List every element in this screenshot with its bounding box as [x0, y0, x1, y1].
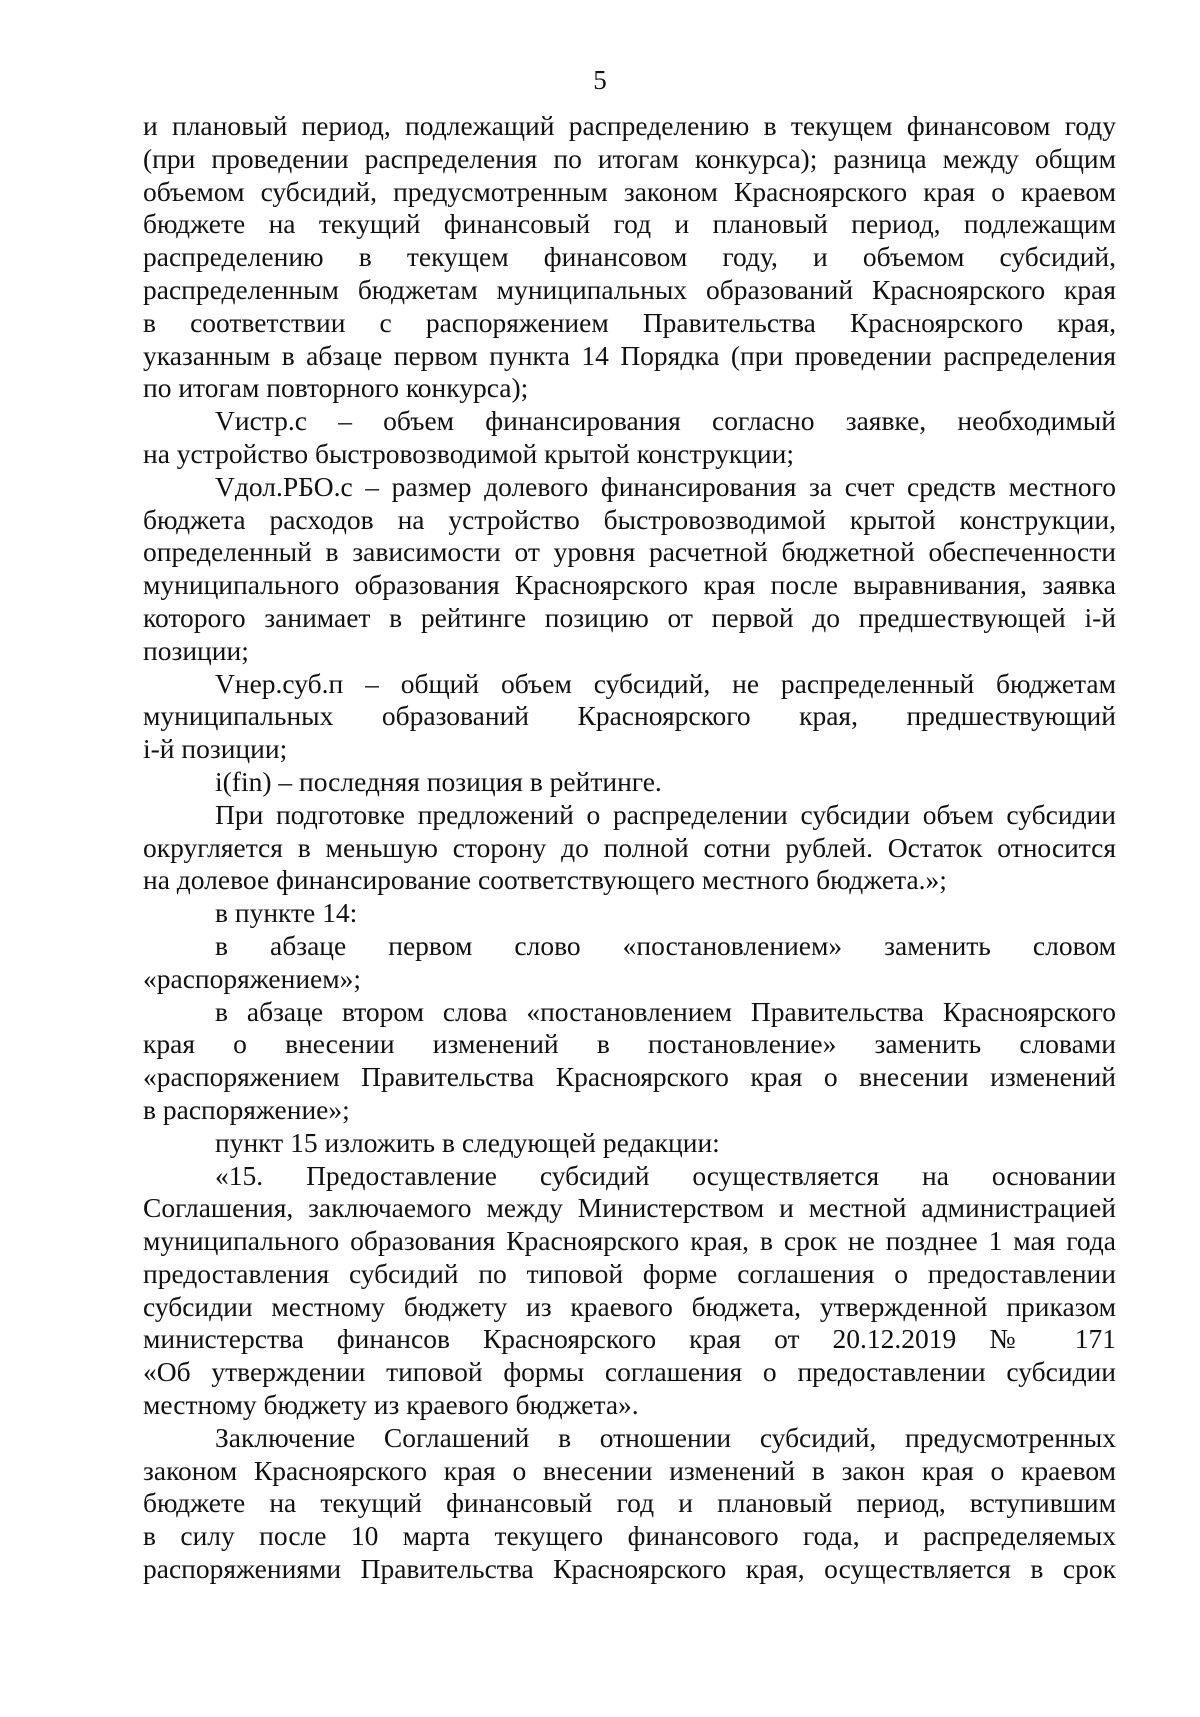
text-line: в силу после 10 марта текущего финансового года, и распределяемых: [143, 1520, 1116, 1552]
text-line: муниципального образования Красноярского края, в срок не позднее 1 мая года: [143, 1225, 1116, 1257]
text-line: края о внесении изменений в постановление» заменить словами: [143, 1028, 1116, 1060]
text-line: бюджете на текущий финансовый год и плановый период, вступившим: [143, 1487, 1116, 1519]
text-line: которого занимает в рейтинге позицию от первой до предшествующей i-й: [143, 601, 1116, 633]
text-line: субсидии местному бюджету из краевого бюджета, утвержденной приказом: [143, 1290, 1116, 1322]
text-line: распоряжениями Правительства Красноярского края, осуществляется в срок: [143, 1553, 1116, 1585]
text-line: позиции;: [143, 634, 249, 666]
text-line: Vдол.РБО.с – размер долевого финансирования за счет средств местного: [215, 470, 1116, 502]
text-line: распределению в текущем финансовом году, и объемом субсидий,: [143, 241, 1116, 273]
text-line: «распоряжением»;: [143, 962, 362, 994]
text-line: Заключение Соглашений в отношении субсидий, предусмотренных: [215, 1421, 1116, 1453]
text-line: i(fin) – последняя позиция в рейтинге.: [215, 765, 662, 797]
text-line: и плановый период, подлежащий распределению в текущем финансовом году: [143, 110, 1116, 141]
text-line: по итогам повторного конкурса);: [143, 372, 529, 404]
text-line: в соответствии с распоряжением Правительства Красноярского края,: [143, 306, 1116, 338]
page-number: 5: [593, 65, 607, 95]
text-line: в пункте 14:: [215, 897, 358, 929]
text-line: округляется в меньшую сторону до полной сотни рублей. Остаток относится: [143, 831, 1116, 863]
text-line: (при проведении распределения по итогам конкурса); разница между общим: [143, 142, 1116, 174]
text-line: предоставления субсидий по типовой форме соглашения о предоставлении: [143, 1257, 1116, 1289]
document-body: [143, 110, 1116, 1586]
text-line: законом Красноярского края о внесении изменений в закон края о краевом: [143, 1454, 1116, 1486]
text-line: Соглашения, заключаемого между Министерством и местной администрацией: [143, 1192, 1116, 1224]
text-line: «распоряжением Правительства Красноярского края о внесении изменений: [143, 1061, 1116, 1093]
text-line: в абзаце первом слово «постановлением» заменить словом: [215, 929, 1116, 961]
text-line: «15. Предоставление субсидий осуществляется на основании: [215, 1159, 1116, 1191]
text-line: указанным в абзаце первом пункта 14 Порядка (при проведении распределения: [143, 339, 1116, 371]
text-line: в распоряжение»;: [143, 1093, 350, 1125]
text-line: объемом субсидий, предусмотренным законом Красноярского края о краевом: [143, 175, 1116, 207]
text-line: определенный в зависимости от уровня расчетной бюджетной обеспеченности: [143, 536, 1116, 568]
text-line: муниципального образования Красноярского края после выравнивания, заявка: [143, 569, 1116, 601]
text-line: на устройство быстровозводимой крытой конструкции;: [143, 437, 794, 469]
text-line: i-й позиции;: [143, 733, 288, 765]
text-line: При подготовке предложений о распределении субсидии объем субсидии: [215, 798, 1116, 830]
text-line: пункт 15 изложить в следующей редакции:: [215, 1126, 720, 1158]
text-line: министерства финансов Красноярского края от 20.12.2019 № 171: [143, 1323, 1116, 1355]
text-line: на долевое финансирование соответствующего местного бюджета.»;: [143, 864, 947, 896]
text-line: Vистр.с – объем финансирования согласно заявке, необходимый: [215, 405, 1116, 437]
text-line: бюджете на текущий финансовый год и плановый период, подлежащим: [143, 208, 1116, 240]
text-line: распределенным бюджетам муниципальных образований Красноярского края: [143, 273, 1116, 305]
text-line: муниципальных образований Красноярского края, предшествующий: [143, 700, 1116, 732]
text-line: местному бюджету из краевого бюджета».: [143, 1389, 639, 1421]
text-line: «Об утверждении типовой формы соглашения о предоставлении субсидии: [143, 1356, 1116, 1388]
text-line: в абзаце втором слова «постановлением Правительства Красноярского: [215, 995, 1116, 1027]
text-line: Vнер.суб.п – общий объем субсидий, не распределенный бюджетам: [215, 667, 1116, 699]
text-line: бюджета расходов на устройство быстровозводимой крытой конструкции,: [143, 503, 1116, 535]
